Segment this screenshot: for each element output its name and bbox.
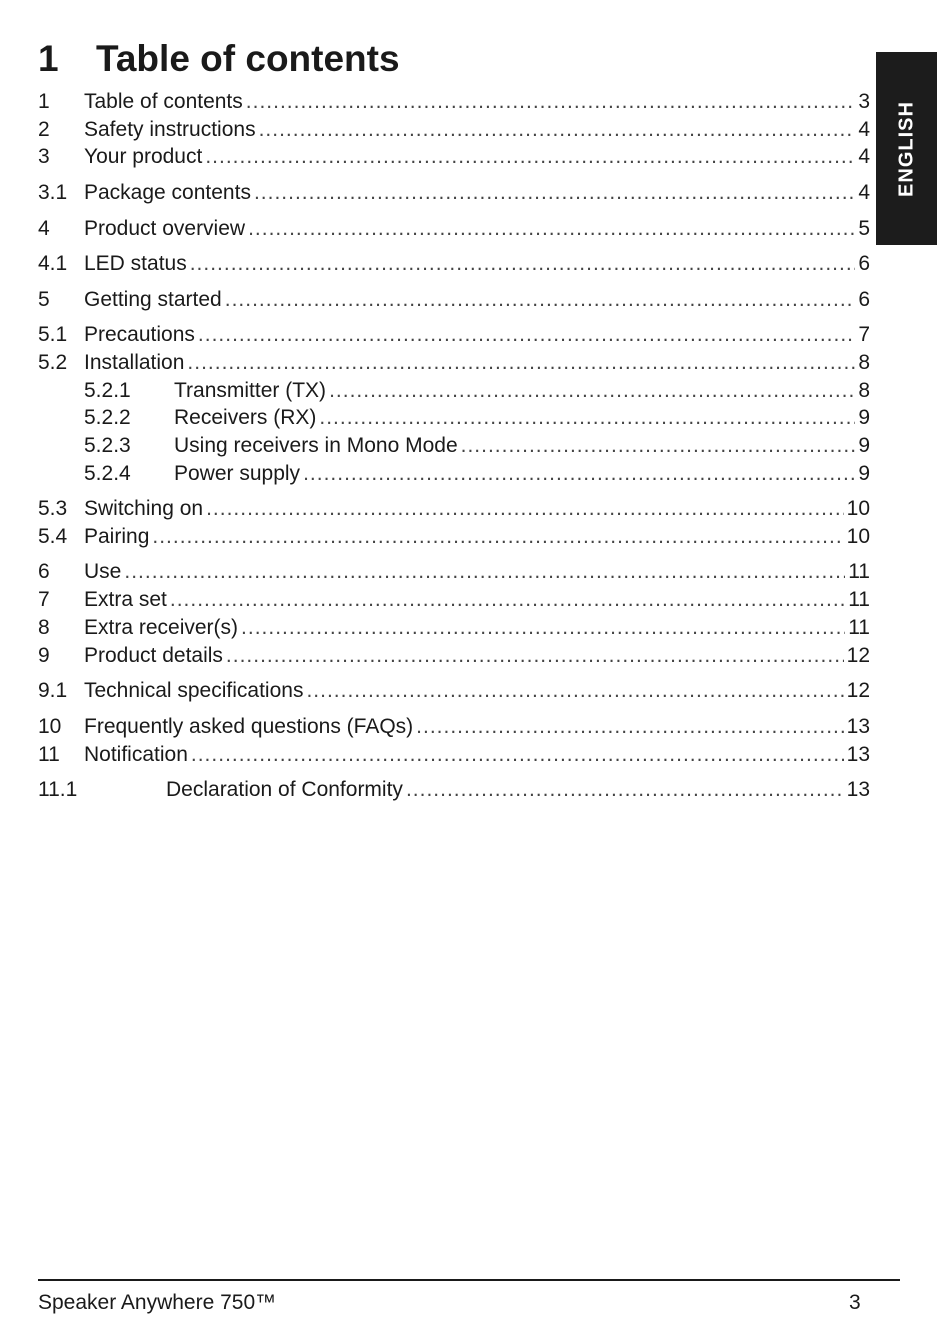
toc-entry-number: 5.2.2 xyxy=(84,406,131,429)
toc-entry-leader xyxy=(246,89,856,115)
toc-entry[interactable] xyxy=(38,678,870,704)
toc-entry-title: Transmitter (TX) xyxy=(174,379,327,402)
toc-entry-number: 5.2.4 xyxy=(84,462,131,485)
toc-entry-number: 10 xyxy=(38,715,62,738)
toc-entry-leader xyxy=(190,251,856,277)
toc-entry[interactable] xyxy=(38,350,870,376)
toc-entry-title: Getting started xyxy=(84,288,222,311)
footer-product-name: Speaker Anywhere 750™ xyxy=(38,1291,277,1314)
toc-entry-number: 2 xyxy=(38,118,50,141)
toc-entry-number: 5.2.1 xyxy=(84,379,131,402)
toc-entry-title: Frequently asked questions (FAQs) xyxy=(84,715,414,738)
toc-entry-page: 11 xyxy=(848,616,870,639)
toc-entry[interactable] xyxy=(38,322,870,348)
toc-entry-number: 6 xyxy=(38,560,50,583)
toc-entry-title: Safety instructions xyxy=(84,118,256,141)
toc-entry[interactable] xyxy=(38,405,870,431)
toc-entry-title: Package contents xyxy=(84,181,251,204)
toc-entry[interactable] xyxy=(38,216,870,242)
toc-entry-leader xyxy=(306,678,843,704)
toc-entry[interactable] xyxy=(38,587,870,613)
toc-entry[interactable] xyxy=(38,496,870,522)
toc-entry-page: 10 xyxy=(846,497,870,520)
toc-entry-number: 4.1 xyxy=(38,252,68,275)
toc-entry-number: 9 xyxy=(38,644,50,667)
toc-entry[interactable] xyxy=(38,144,870,170)
toc-entry-leader xyxy=(205,144,855,170)
toc-entry-leader xyxy=(254,180,855,206)
toc-entry[interactable] xyxy=(38,251,870,277)
toc-entry[interactable] xyxy=(38,559,870,585)
toc-entry-page: 13 xyxy=(846,743,870,766)
toc-entry-number: 11.1 xyxy=(38,778,78,801)
toc-entry-number: 5.2.3 xyxy=(84,434,131,457)
toc-entry[interactable] xyxy=(38,117,870,143)
toc-entry-title: Power supply xyxy=(174,462,301,485)
toc-entry-title: Pairing xyxy=(84,525,150,548)
toc-entry-title: Declaration of Conformity xyxy=(166,778,403,801)
toc-entry-leader xyxy=(241,615,845,641)
toc-entry[interactable] xyxy=(38,461,870,487)
toc-entry-title: LED status xyxy=(84,252,187,275)
toc-entry-number: 9.1 xyxy=(38,679,68,702)
toc-entry[interactable] xyxy=(38,378,870,404)
toc-entry-title: Installation xyxy=(84,351,185,374)
toc-entry-leader xyxy=(152,524,843,550)
toc-entry-leader xyxy=(329,378,855,404)
footer-divider xyxy=(38,1279,900,1281)
toc-entry-title: Table of contents xyxy=(84,90,243,113)
toc-entry-title: Your product xyxy=(84,145,203,168)
toc-entry-page: 5 xyxy=(858,217,870,240)
toc-entry-page: 7 xyxy=(858,323,870,346)
toc-entry-leader xyxy=(198,322,855,348)
toc-entry-title: Precautions xyxy=(84,323,195,346)
toc-entry-number: 11 xyxy=(38,743,60,766)
toc-entry-leader xyxy=(259,117,856,143)
toc-entry-leader xyxy=(303,461,855,487)
toc-entry-number: 1 xyxy=(38,90,50,113)
footer-page-number: 3 xyxy=(849,1291,861,1314)
toc-entry[interactable] xyxy=(38,643,870,669)
toc-entry-page: 4 xyxy=(858,118,870,141)
toc-entry-leader xyxy=(170,587,845,613)
toc-entry[interactable] xyxy=(38,524,870,550)
toc-entry-page: 8 xyxy=(858,351,870,374)
toc-entry-leader xyxy=(124,559,845,585)
toc-entry-leader xyxy=(461,433,856,459)
toc-entry-page: 12 xyxy=(846,644,870,667)
toc-entry-page: 13 xyxy=(846,715,870,738)
toc-entry-title: Switching on xyxy=(84,497,204,520)
toc-entry-leader xyxy=(416,714,843,740)
toc-entry-page: 9 xyxy=(858,434,870,457)
toc-entry-page: 11 xyxy=(848,588,870,611)
toc-entry-number: 3.1 xyxy=(38,181,68,204)
toc-entry-page: 4 xyxy=(858,145,870,168)
toc-entry-page: 10 xyxy=(846,525,870,548)
toc-entry-number: 5.1 xyxy=(38,323,68,346)
toc-entry-page: 12 xyxy=(846,679,870,702)
toc-entry-page: 3 xyxy=(858,90,870,113)
page-title-number: 1 xyxy=(38,38,59,79)
toc-entry-leader xyxy=(248,216,855,242)
toc-entry-leader xyxy=(225,287,856,313)
toc-entry-title: Product details xyxy=(84,644,223,667)
toc-entry-number: 8 xyxy=(38,616,50,639)
toc-entry-leader xyxy=(206,496,844,522)
toc-entry-title: Receivers (RX) xyxy=(174,406,317,429)
toc-entry-number: 5 xyxy=(38,288,50,311)
language-tab xyxy=(876,52,937,245)
toc-entry-page: 11 xyxy=(848,560,870,583)
toc-entry-number: 7 xyxy=(38,588,50,611)
toc-entry[interactable] xyxy=(38,615,870,641)
toc-entry-leader xyxy=(319,405,855,431)
language-tab-label: ENGLISH xyxy=(895,100,917,197)
toc-entry[interactable] xyxy=(38,287,870,313)
toc-entry[interactable] xyxy=(38,714,870,740)
toc-entry-page: 8 xyxy=(858,379,870,402)
toc-entry-title: Extra set xyxy=(84,588,167,611)
toc-entry-title: Product overview xyxy=(84,217,246,240)
toc-entry-number: 5.4 xyxy=(38,525,68,548)
toc-entry-number: 5.3 xyxy=(38,497,68,520)
toc-entry-number: 5.2 xyxy=(38,351,68,374)
toc-entry-title: Technical specifications xyxy=(84,679,304,702)
toc-entry-title: Notification xyxy=(84,743,188,766)
toc-entry[interactable] xyxy=(38,742,870,768)
toc-entry-leader xyxy=(191,742,844,768)
toc-entry-title: Extra receiver(s) xyxy=(84,616,239,639)
toc-entry-page: 9 xyxy=(858,406,870,429)
toc-entry[interactable] xyxy=(38,433,870,459)
toc-entry-page: 4 xyxy=(858,181,870,204)
toc-entry-page: 13 xyxy=(846,778,870,801)
toc-entry-leader xyxy=(187,350,855,376)
toc-entry[interactable] xyxy=(38,89,870,115)
toc-entry-leader xyxy=(406,777,844,803)
page-title xyxy=(38,36,400,82)
toc-entry-number: 3 xyxy=(38,145,50,168)
toc-entry-page: 9 xyxy=(858,462,870,485)
toc-entry-title: Use xyxy=(84,560,122,583)
toc-entry-title: Using receivers in Mono Mode xyxy=(174,434,458,457)
toc-entry[interactable] xyxy=(38,180,870,206)
toc-entry-page: 6 xyxy=(858,288,870,311)
toc-entry-page: 6 xyxy=(858,252,870,275)
page-title-text: Table of contents xyxy=(96,38,400,79)
toc-entry[interactable] xyxy=(38,777,870,803)
toc-entry-number: 4 xyxy=(38,217,50,240)
toc-entry-leader xyxy=(226,643,844,669)
